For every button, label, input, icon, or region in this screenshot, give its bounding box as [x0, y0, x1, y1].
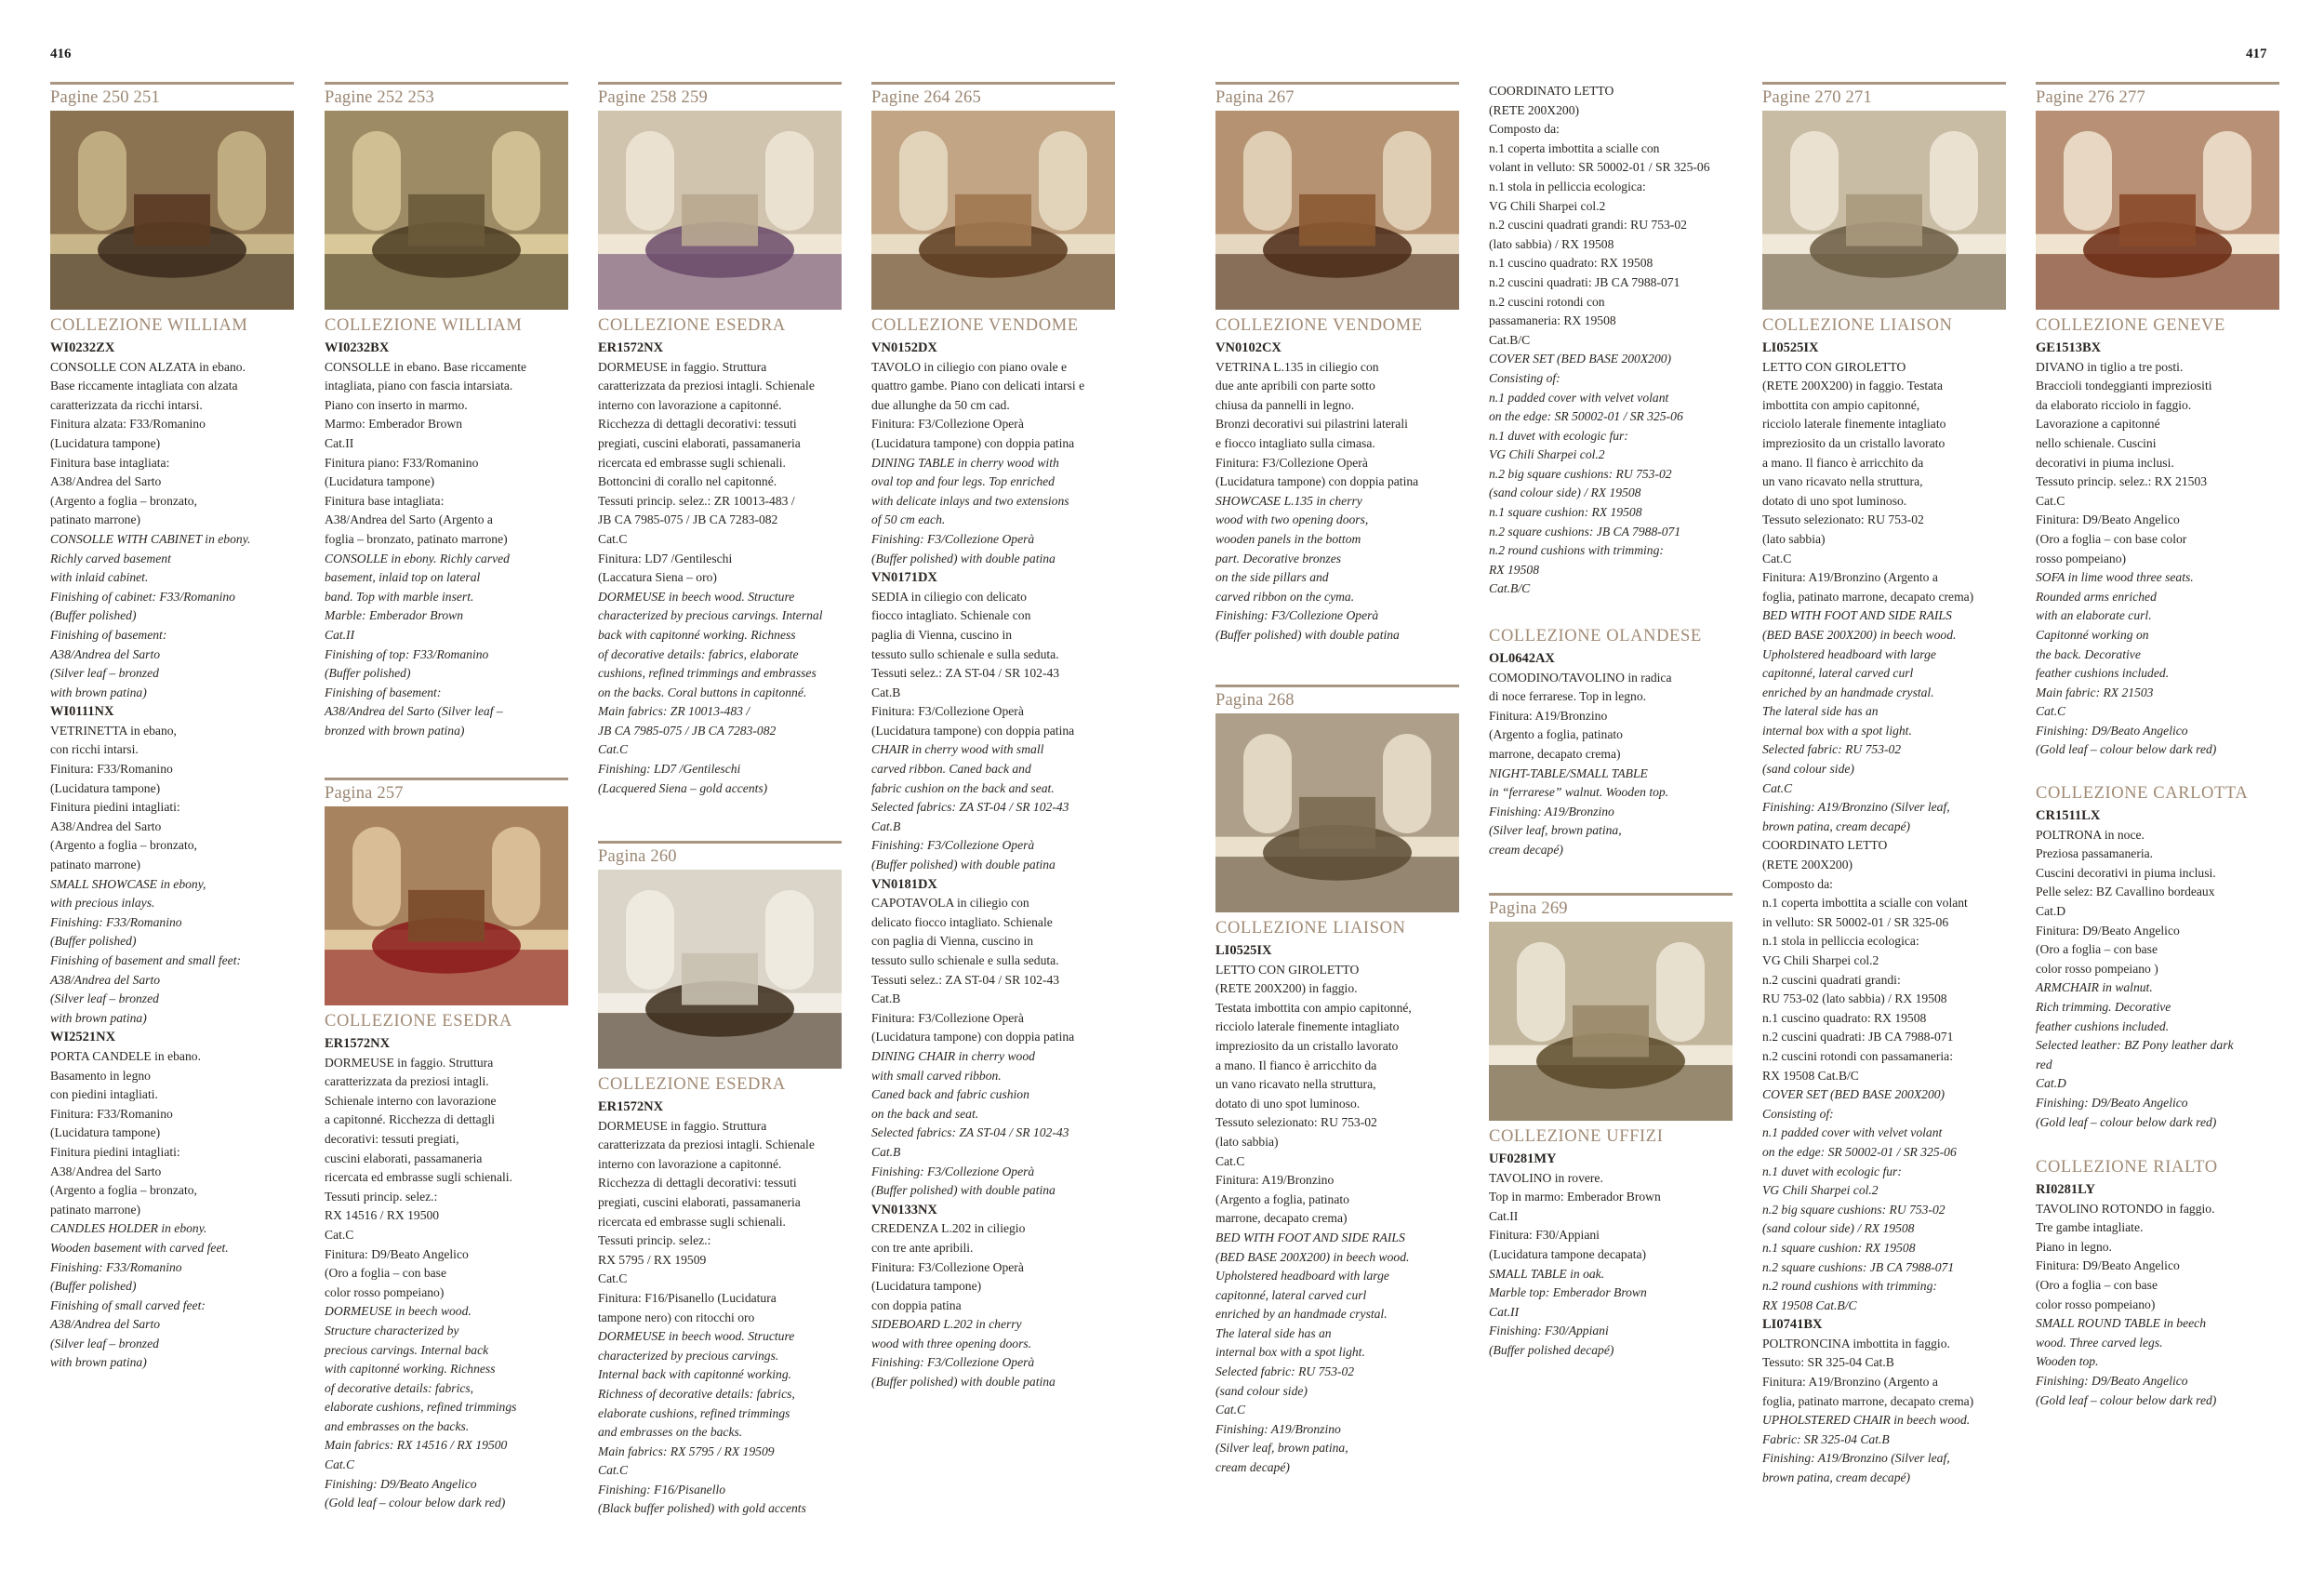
description-italian: CONSOLLE in ebano. Base riccamente intagliata, piano con fascia intarsiata. Piano con inserto in marmo. Marmo: Emberador Brown Cat.II Finitura piano: F33/Romanino (Lucidatura tampone) Finitura base intagliata: A38/Andrea del Sarto (Argento a foglia – bronzato, patinato marrone)	[325, 359, 527, 546]
description-english: DINING CHAIR in cherry wood with small carved ribbon. Caned back and fabric cushion on the back and seat. Selected fabrics: ZA ST-04 / SR 102-43 Cat.B Finishing: F3/Collezione Operà (Buffer polished) with double patina	[871, 1048, 1069, 1198]
product-block	[598, 82, 842, 798]
section-rule	[325, 82, 568, 85]
product-entry	[1762, 1315, 2006, 1487]
product-entry	[2036, 1180, 2279, 1410]
product-entry	[325, 1034, 568, 1513]
product-block	[1215, 82, 1459, 645]
product-code: WI0111NX	[50, 704, 114, 720]
description-italian: LETTO CON GIROLETTO (RETE 200X200) in faggio. Testata imbottita con ampio capitonné, ricciolo laterale finemente intagliato impreziosito da un cristallo lavorato a mano. Il fianco è arricchito da un vano ricavato nella struttura, dotato di uno spot luminoso. Tessuto selezionato: RU 753-02 (lato sabbia) Cat.C Finitura: A19/Bronzino (Argento a foglia, patinato marrone, decapato crema)	[1762, 359, 1974, 604]
product-photo-art	[325, 806, 568, 1005]
product-entry	[50, 339, 294, 702]
description-italian: DORMEUSE in faggio. Struttura caratterizzata da preziosi intagli. Schienale interno con lavorazione a capitonné. Ricchezza di dettagli decorativi: tessuti pregiati, cuscini elaborati, passamaneria ricercata ed embrasse sugli schienali. Bottoncini di corallo nel capitonné. Tessuti princip. selez.: ZR 10013-483 / JB CA 7985-075 / JB CA 7283-082 Cat.C Finitura: LD7 /Gentileschi (Laccatura Siena – oro)	[598, 359, 815, 585]
description-english: CONSOLLE WITH CABINET in ebony. Richly carved basement with inlaid cabinet. Finishing of cabinet: F33/Romanino (Buffer polished) Finishing of basement: A38/Andrea del Sarto (Silver leaf – bronzed with brown patina)	[50, 531, 251, 699]
product-block	[1489, 82, 1733, 599]
product-block	[325, 82, 568, 740]
collection-title: COLLEZIONE WILLIAM	[50, 316, 248, 335]
product-entry	[50, 702, 294, 1028]
product-code: VN0133NX	[871, 1202, 937, 1217]
product-block	[2036, 82, 2279, 760]
collection-title: COLLEZIONE ESEDRA	[325, 1012, 512, 1031]
product-entry	[871, 875, 1115, 1201]
description-italian: POLTRONA in noce. Preziosa passamaneria. Cuscini decorativi in piuma inclusi. Pelle selez: BZ Cavallino bordeaux Cat.D Finitura: D9/Beato Angelico (Oro a foglia – con base color rosso pompeiano )	[2036, 827, 2216, 976]
product-block	[598, 841, 842, 1519]
description-italian: DIVANO in tiglio a tre posti. Braccioli tondeggianti impreziositi da elaborato ricciolo in faggio. Lavorazione a capitonné nello schienale. Cuscini decorativi in piuma inclusi. Tessuto princip. selez.: RX 21503 Cat.C Finitura: D9/Beato Angelico (Oro a foglia – con base color rosso pompeiano)	[2036, 359, 2212, 565]
description-italian: CONSOLLE CON ALZATA in ebano. Base riccamente intagliata con alzata caratterizzata da ricchi intarsi. Finitura alzata: F33/Romanino (Lucidatura tampone) Finitura base intagliata: A38/Andrea del Sarto (Argento a foglia – bronzato, patinato marrone)	[50, 359, 246, 527]
description-english: DORMEUSE in beech wood. Structure characterized by precious carvings. Internal back with capitonné working. Richness of decorative details: fabrics, elaborate cushions, refined trimmings and embrasses on the backs. Coral buttons in capitonné. Main fabrics: ZR 10013-483 / JB CA 7985-075 / JB CA 7283-082 Cat.C Finishing: LD7 /Gentileschi (Lacquered Siena – gold accents)	[598, 589, 823, 795]
description-english: ARMCHAIR in walnut. Rich trimming. Decorative feather cushions included. Selected leather: BZ Pony leather dark red Cat.D Finishing: D9/Beato Angelico (Gold leaf – colour below dark red)	[2036, 980, 2234, 1129]
page-reference: Pagina 269	[1489, 899, 1568, 918]
page-number-left: 416	[50, 47, 72, 61]
collection-title: COLLEZIONE GENEVE	[2036, 316, 2225, 335]
description-english: COVER SET (BED BASE 200X200) Consisting of: n.1 padded cover with velvet volant on the edge: SR 50002-01 / SR 325-06 n.1 duvet with ecologic fur: VG Chili Sharpei col.2 n.2 big square cushions: RU 753-02 (sand colour side) / RX 19508 n.1 square cushion: RX 19508 n.2 square cushions: JB CA 7988-071 n.2 round cushions with trimming: RX 19508 Cat.B/C	[1489, 352, 1683, 596]
description-english: DORMEUSE in beech wood. Structure characterized by precious carvings. Internal back with capitonné working. Richness of decorative details: fabrics, elaborate cushions, refined trimmings and embrasses on the backs. Main fabrics: RX 14516 / RX 19500 Cat.C Finishing: D9/Beato Angelico (Gold leaf – colour below dark red)	[325, 1304, 517, 1510]
description-italian: PORTA CANDELE in ebano. Basamento in legno con piedini intagliati. Finitura: F33/Romanino (Lucidatura tampone) Finitura piedini intagliati: A38/Andrea del Sarto (Argento a foglia – bronzato, patinato marrone)	[50, 1048, 201, 1217]
product-entry	[325, 339, 568, 740]
description-english: SMALL ROUND TABLE in beech wood. Three carved legs. Wooden top. Finishing: D9/Beato Angelico (Gold leaf – colour below dark red)	[2036, 1316, 2217, 1407]
section-rule	[1489, 893, 1733, 896]
product-code: VN0102CX	[1215, 340, 1282, 355]
product-entry	[2036, 339, 2279, 760]
product-code: LI0525IX	[1215, 943, 1272, 958]
collection-title: COLLEZIONE RIALTO	[2036, 1158, 2218, 1177]
product-photo	[1762, 111, 2006, 310]
product-photo-art	[1215, 111, 1459, 310]
product-entry	[1489, 1150, 1733, 1361]
section-rule	[598, 82, 842, 85]
product-photo	[325, 111, 568, 310]
product-photo	[1489, 922, 1733, 1121]
product-photo-art	[325, 111, 568, 310]
product-code: WI2521NX	[50, 1030, 116, 1045]
section-rule	[2036, 82, 2279, 85]
description-italian: TAVOLINO in rovere. Top in marmo: Emberador Brown Cat.II Finitura: F30/Appiani (Lucidatura tampone decapata)	[1489, 1170, 1661, 1261]
description-english: SHOWCASE L.135 in cherry wood with two opening doors, wooden panels in the bottom part. Decorative bronzes on the side pillars and carved ribbon on the cyma. Finishing: F3/Collezione Operà (Buffer polished) with double patina	[1215, 493, 1400, 642]
collection-title: COLLEZIONE VENDOME	[871, 316, 1079, 335]
page-reference: Pagine 250 251	[50, 88, 160, 107]
page-reference: Pagine 252 253	[325, 88, 434, 107]
page-reference: Pagina 257	[325, 784, 404, 803]
product-photo-art	[2036, 111, 2279, 310]
product-code: OL0642AX	[1489, 651, 1555, 666]
page-reference: Pagina 267	[1215, 88, 1295, 107]
product-photo-art	[598, 111, 842, 310]
description-english: CHAIR in cherry wood with small carved ribbon. Caned back and fabric cushion on the back and seat. Selected fabrics: ZA ST-04 / SR 102-43 Cat.B Finishing: F3/Collezione Operà (Buffer polished) with double patina	[871, 742, 1069, 872]
description-italian: COMODINO/TAVOLINO in radica di noce ferrarese. Top in legno. Finitura: A19/Bronzino (Argento a foglia, patinato marrone, decapato crema)	[1489, 670, 1672, 761]
collection-title: COLLEZIONE LIAISON	[1215, 919, 1406, 938]
section-rule	[598, 841, 842, 844]
product-block	[1489, 620, 1733, 860]
product-photo	[2036, 111, 2279, 310]
collection-title: COLLEZIONE LIAISON	[1762, 316, 1953, 335]
description-italian: VETRINETTA in ebano, con ricchi intarsi. Finitura: F33/Romanino (Lucidatura tampone) Finitura piedini intagliati: A38/Andrea del Sarto (Argento a foglia – bronzato, patinato marrone)	[50, 723, 197, 872]
collection-title: COLLEZIONE ESEDRA	[598, 1075, 786, 1094]
product-entry	[598, 339, 842, 798]
product-code: GE1513BX	[2036, 340, 2102, 355]
product-code: ER1572NX	[325, 1036, 391, 1051]
description-italian: POLTRONCINA imbottita in faggio. Tessuto: SR 325-04 Cat.B Finitura: A19/Bronzino (Argento a foglia, patinato marrone, decapato crema)	[1762, 1336, 1974, 1408]
section-rule	[1215, 685, 1459, 687]
description-english: DINING TABLE in cherry wood with oval top and four legs. Top enriched with delicate inlays and two extensions of 50 cm each. Finishing: F3/Collezione Operà (Buffer polished) with double patina	[871, 455, 1069, 565]
collection-title: COLLEZIONE WILLIAM	[325, 316, 523, 335]
product-code: LI0741BX	[1762, 1317, 1823, 1333]
description-english: SOFA in lime wood three seats. Rounded arms enriched with an elaborate curl. Capitonné working on the back. Decorative feather cushions included. Main fabric: RX 21503 Cat.C Finishing: D9/Beato Angelico (Gold leaf – colour below dark red)	[2036, 570, 2217, 757]
product-code: UF0281MY	[1489, 1151, 1557, 1166]
product-photo-art	[50, 111, 294, 310]
section-rule	[50, 82, 294, 85]
description-italian: COORDINATO LETTO (RETE 200X200) Composto da: n.1 coperta imbottita a scialle con volant in velluto: SR 50002-01 / SR 325-06 n.1 stola in pelliccia ecologica: VG Chili Sharpei col.2 n.2 cuscini quadrati grandi: RU 753-02 (lato sabbia) / RX 19508 n.1 cuscino quadrato: RX 19508 n.2 cuscini quadrati: JB CA 7988-071 n.2 cuscini rotondi con passamaneria: RX 19508 Cat.B/C	[1762, 838, 1968, 1083]
product-photo	[325, 806, 568, 1005]
collection-title: COLLEZIONE VENDOME	[1215, 316, 1423, 335]
description-italian: DORMEUSE in faggio. Struttura caratterizzata da preziosi intagli. Schienale interno con lavorazione a capitonné. Ricchezza di dettagli decorativi: tessuti pregiati, cuscini elaborati, passamaneria ricercata ed embrasse sugli schienali. Tessuti princip. selez.: RX 5795 / RX 19509 Cat.C Finitura: F16/Pisanello (Lucidatura tampone nero) con ritocchi oro	[598, 1118, 815, 1324]
product-block	[871, 82, 1115, 1392]
description-italian: VETRINA L.135 in ciliegio con due ante apribili con parte sotto chiusa da pannelli in legno. Bronzi decorativi sui pilastrini laterali e fiocco intagliato sulla cimasa. Finitura: F3/Collezione Operà (Lucidatura tampone) con doppia patina	[1215, 359, 1419, 489]
description-english: COVER SET (BED BASE 200X200) Consisting of: n.1 padded cover with velvet volant on the edge: SR 50002-01 / SR 325-06 n.1 duvet with ecologic fur: VG Chili Sharpei col.2 n.2 big square cushions: RU 753-02 (sand colour side) / RX 19508 n.1 square cushion: RX 19508 n.2 square cushions: JB CA 7988-071 n.2 round cushions with trimming: RX 19508 Cat.B/C	[1762, 1087, 1957, 1312]
product-block	[50, 82, 294, 1373]
product-code: LI0525IX	[1762, 340, 1819, 355]
description-italian: DORMEUSE in faggio. Struttura caratterizzata da preziosi intagli. Schienale interno con lavorazione a capitonné. Ricchezza di dettagli decorativi: tessuti pregiati, cuscini elaborati, passamaneria ricercata ed embrasse sugli schienali. Tessuti princip. selez.: RX 14516 / RX 19500 Cat.C Finitura: D9/Beato Angelico (Oro a foglia – con base color rosso pompeiano)	[325, 1055, 512, 1299]
product-entry	[1489, 82, 1733, 599]
product-code: ER1572NX	[598, 1099, 664, 1114]
product-block	[1489, 893, 1733, 1361]
description-italian: COORDINATO LETTO (RETE 200X200) Composto da: n.1 coperta imbottita a scialle con volant in velluto: SR 50002-01 / SR 325-06 n.1 stola in pelliccia ecologica: VG Chili Sharpei col.2 n.2 cuscini quadrati grandi: RU 753-02 (lato sabbia) / RX 19508 n.1 cuscino quadrato: RX 19508 n.2 cuscini quadrati: JB CA 7988-071 n.2 cuscini rotondi con passamaneria: RX 19508 Cat.B/C	[1489, 84, 1710, 347]
product-photo	[1215, 111, 1459, 310]
product-entry	[2036, 806, 2279, 1132]
product-code: CR1511LX	[2036, 808, 2101, 823]
description-english: NIGHT-TABLE/SMALL TABLE in “ferrarese” walnut. Wooden top. Finishing: A19/Bronzino (Silver leaf, brown patina, cream decapé)	[1489, 765, 1669, 857]
description-italian: TAVOLO in ciliegio con piano ovale e quattro gambe. Piano con delicati intarsi e due allunghe da 50 cm cad. Finitura: F3/Collezione Operà (Lucidatura tampone) con doppia patina	[871, 359, 1085, 450]
product-code: VN0152DX	[871, 340, 937, 355]
description-english: DORMEUSE in beech wood. Structure characterized by precious carvings. Internal back with capitonné working. Richness of decorative details: fabrics, elaborate cushions, refined trimmings and embrasses on the backs. Main fabrics: RX 5795 / RX 19509 Cat.C Finishing: F16/Pisanello (Black buffer polished) with gold accents	[598, 1329, 806, 1516]
collection-title: COLLEZIONE CARLOTTA	[2036, 784, 2249, 803]
collection-title: COLLEZIONE OLANDESE	[1489, 627, 1702, 645]
description-italian: CAPOTAVOLA in ciliegio con delicato fiocco intagliato. Schienale con paglia di Vienna, cuscino in tessuto sullo schienale e sulla seduta. Tessuti selez.: ZA ST-04 / SR 102-43 Cat.B Finitura: F3/Collezione Operà (Lucidatura tampone) con doppia patina	[871, 896, 1075, 1044]
description-english: SIDEBOARD L.202 in cherry wood with three opening doors. Finishing: F3/Collezione Operà (Buffer polished) with double patina	[871, 1317, 1056, 1390]
page-reference: Pagine 258 259	[598, 88, 708, 107]
product-entry	[1762, 339, 2006, 836]
product-code: VN0181DX	[871, 876, 937, 892]
product-code: VN0171DX	[871, 570, 937, 586]
page-reference: Pagina 260	[598, 847, 677, 866]
product-entry	[871, 339, 1115, 568]
product-code: RI0281LY	[2036, 1182, 2095, 1197]
product-code: ER1572NX	[598, 340, 664, 355]
section-rule	[325, 778, 568, 780]
product-code: WI0232BX	[325, 340, 390, 355]
collection-title: COLLEZIONE ESEDRA	[598, 316, 786, 335]
section-rule	[1762, 82, 2006, 85]
product-entry	[1489, 649, 1733, 860]
product-entry	[871, 1201, 1115, 1392]
description-english: CANDLES HOLDER in ebony. Wooden basement with carved feet. Finishing: F33/Romanino (Buffer polished) Finishing of small carved feet: A38/Andrea del Sarto (Silver leaf – bronzed with brown patina)	[50, 1221, 229, 1370]
product-entry	[871, 568, 1115, 875]
description-italian: CREDENZA L.202 in ciliegio con tre ante apribili. Finitura: F3/Collezione Operà (Lucidatura tampone) con doppia patina	[871, 1221, 1026, 1312]
description-english: SMALL TABLE in oak. Marble top: Emberador Brown Cat.II Finishing: F30/Appiani (Buffer polished decapé)	[1489, 1266, 1647, 1357]
product-photo	[871, 111, 1115, 310]
product-entry	[1215, 941, 1459, 1478]
section-rule	[1215, 82, 1459, 85]
description-english: UPHOLSTERED CHAIR in beech wood. Fabric: SR 325-04 Cat.B Finishing: A19/Bronzino (Silver leaf, brown patina, cream decapé)	[1762, 1413, 1971, 1485]
product-photo	[50, 111, 294, 310]
description-english: BED WITH FOOT AND SIDE RAILS (BED BASE 200X200) in beech wood. Upholstered headboard with large capitonné, lateral carved curl enriched by an handmade crystal. The lateral side has an internal box with a spot light. Selected fabric: RU 753-02 (sand colour side) Cat.C Finishing: A19/Bronzino (Silver leaf, brown patina, cream decapé)	[1762, 608, 1957, 833]
product-entry	[598, 1097, 842, 1519]
section-rule	[871, 82, 1115, 85]
product-photo	[598, 870, 842, 1069]
description-english: SMALL SHOWCASE in ebony, with precious inlays. Finishing: F33/Romanino (Buffer polished) Finishing of basement and small feet: A38/Andrea del Sarto (Silver leaf – bronzed with brown patina)	[50, 876, 242, 1025]
product-photo-art	[1215, 713, 1459, 912]
page-reference: Pagine 276 277	[2036, 88, 2145, 107]
description-italian: LETTO CON GIROLETTO (RETE 200X200) in faggio. Testata imbottita con ampio capitonné, ricciolo laterale finemente intagliato impreziosito da un cristallo lavorato a mano. Il fianco è arricchito da un vano ricavato nella struttura, dotato di uno spot luminoso. Tessuto selezionato: RU 753-02 (lato sabbia) Cat.C Finitura: A19/Bronzino (Argento a foglia, patinato marrone, decapato crema)	[1215, 962, 1412, 1226]
product-block	[1762, 82, 2006, 1488]
product-block	[2036, 778, 2279, 1132]
description-italian: TAVOLINO ROTONDO in faggio. Tre gambe intagliate. Piano in legno. Finitura: D9/Beato Angelico (Oro a foglia – con base color rosso pompeiano)	[2036, 1201, 2215, 1311]
product-photo-art	[1762, 111, 2006, 310]
product-code: WI0232ZX	[50, 340, 115, 355]
product-entry	[1762, 836, 2006, 1315]
product-photo-art	[598, 870, 842, 1069]
product-entry	[1215, 339, 1459, 645]
description-italian: SEDIA in ciliegio con delicato fiocco intagliato. Schienale con paglia di Vienna, cuscino in tessuto sullo schienale e sulla seduta. Tessuti selez.: ZA ST-04 / SR 102-43 Cat.B Finitura: F3/Collezione Operà (Lucidatura tampone) con doppia patina	[871, 589, 1075, 738]
product-photo	[1215, 713, 1459, 912]
product-block	[2036, 1151, 2279, 1410]
page-number-right: 417	[2246, 47, 2267, 61]
description-english: BED WITH FOOT AND SIDE RAILS (BED BASE 200X200) in beech wood. Upholstered headboard with large capitonné, lateral carved curl enriched by an handmade crystal. The lateral side has an internal box with a spot light. Selected fabric: RU 753-02 (sand colour side) Cat.C Finishing: A19/Bronzino (Silver leaf, brown patina, cream decapé)	[1215, 1230, 1410, 1475]
collection-title: COLLEZIONE UFFIZI	[1489, 1127, 1664, 1146]
product-block	[1215, 685, 1459, 1478]
product-entry	[50, 1028, 294, 1373]
product-photo-art	[1489, 922, 1733, 1121]
description-english: CONSOLLE in ebony. Richly carved basement, inlaid top on lateral band. Top with marble insert. Marble: Emberador Brown Cat.II Finishing of top: F33/Romanino (Buffer polished) Finishing of basement: A38/Andrea del Sarto (Silver leaf – bronzed with brown patina)	[325, 551, 510, 738]
product-photo-art	[871, 111, 1115, 310]
page-reference: Pagina 268	[1215, 691, 1295, 710]
page-reference: Pagine 270 271	[1762, 88, 1872, 107]
product-photo	[598, 111, 842, 310]
page-reference: Pagine 264 265	[871, 88, 981, 107]
product-block	[325, 778, 568, 1513]
